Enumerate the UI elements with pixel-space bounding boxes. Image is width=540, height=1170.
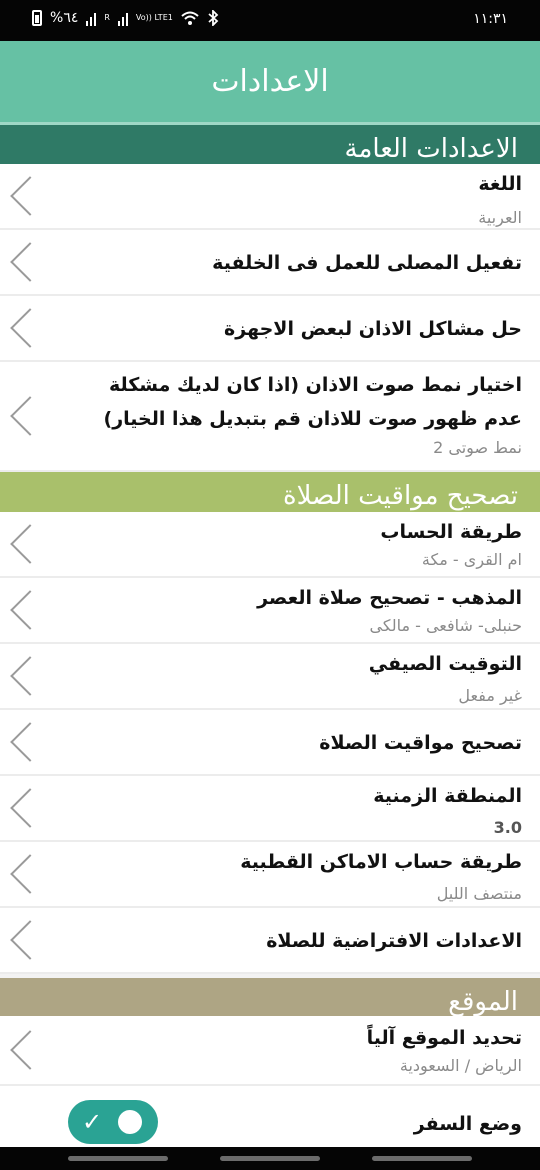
setting-title: الاعدادات الافتراضية للصلاة — [266, 930, 522, 952]
signal-icon — [86, 10, 96, 26]
nav-home-icon[interactable] — [220, 1156, 320, 1161]
chevron-left-icon — [10, 722, 50, 762]
chevron-left-icon — [10, 788, 50, 828]
setting-value: الرياض / السعودية — [399, 1056, 522, 1075]
setting-value: منتصف الليل — [436, 884, 522, 903]
setting-madhab[interactable] — [0, 578, 540, 644]
setting-travel-mode[interactable] — [0, 1086, 540, 1156]
status-bar — [0, 0, 540, 41]
app-bar — [0, 41, 540, 122]
chevron-left-icon — [10, 176, 50, 216]
setting-defaults[interactable] — [0, 908, 540, 974]
wifi-icon — [181, 11, 199, 25]
setting-value: ام القرى - مكة — [421, 550, 522, 569]
setting-title: طريقة حساب الاماكن القطبية — [240, 851, 522, 873]
battery-icon — [32, 10, 42, 26]
setting-dst[interactable] — [0, 644, 540, 710]
setting-title: المنطقة الزمنية — [373, 785, 522, 807]
chevron-left-icon — [10, 242, 50, 282]
setting-language[interactable] — [0, 164, 540, 230]
setting-title: المذهب - تصحيح صلاة العصر — [257, 587, 522, 609]
setting-adhan-issues[interactable] — [0, 296, 540, 362]
check-icon: ✓ — [82, 1108, 103, 1136]
setting-value: حنبلى- شافعى - مالكى — [369, 616, 522, 635]
setting-value: العربية — [478, 208, 522, 227]
setting-prayer-adjust[interactable] — [0, 710, 540, 776]
chevron-left-icon — [10, 656, 50, 696]
battery-level: %٦٤ — [50, 10, 79, 26]
volte-label: Vo)) LTE1 — [135, 13, 173, 22]
setting-title: اللغة — [478, 173, 522, 195]
chevron-left-icon — [10, 920, 50, 960]
setting-title: التوقيت الصيفي — [368, 653, 522, 675]
setting-title: تصحيح مواقيت الصلاة — [319, 732, 522, 754]
section-header-location: الموقع — [0, 974, 540, 1016]
page-title: الاعدادات — [211, 64, 329, 99]
chevron-left-icon — [10, 590, 50, 630]
setting-background[interactable] — [0, 230, 540, 296]
setting-title: وضع السفر — [413, 1113, 522, 1135]
setting-timezone[interactable] — [0, 776, 540, 842]
setting-auto-location[interactable] — [0, 1016, 540, 1086]
setting-polar[interactable] — [0, 842, 540, 908]
setting-value: غير مفعل — [458, 686, 522, 705]
nav-back-icon[interactable] — [372, 1156, 472, 1161]
chevron-left-icon — [10, 308, 50, 348]
clock: ١١:٣١ — [473, 11, 508, 27]
signal-label: R — [104, 13, 110, 22]
setting-title: تفعيل المصلى للعمل فى الخلفية — [212, 252, 522, 274]
bluetooth-icon — [207, 10, 219, 26]
setting-adhan-mode[interactable] — [0, 362, 540, 472]
setting-title: تحديد الموقع آلياً — [366, 1027, 522, 1049]
setting-title: اختيار نمط صوت الاذان (اذا كان لديك مشكلة عدم ظهور صوت للاذان قم بتبديل هذا الخيار) — [103, 374, 522, 430]
navigation-bar — [0, 1147, 540, 1170]
signal-icon — [118, 10, 128, 26]
chevron-left-icon — [10, 396, 50, 436]
travel-mode-toggle[interactable] — [68, 1100, 158, 1144]
section-header-general: الاعدادات العامة — [0, 122, 540, 164]
chevron-left-icon — [10, 854, 50, 894]
setting-value: نمط صوتى 2 — [433, 438, 522, 457]
toggle-knob — [118, 1110, 142, 1134]
chevron-left-icon — [10, 1030, 50, 1070]
settings-list[interactable] — [0, 122, 540, 1156]
nav-recent-icon[interactable] — [68, 1156, 168, 1161]
setting-value: 3.0 — [493, 818, 522, 837]
section-header-prayer-fix: تصحيح مواقيت الصلاة — [0, 472, 540, 512]
setting-title: حل مشاكل الاذان لبعض الاجهزة — [224, 318, 522, 340]
setting-title: طريقة الحساب — [380, 521, 522, 543]
chevron-left-icon — [10, 524, 50, 564]
status-icons — [32, 10, 219, 26]
setting-calc-method[interactable] — [0, 512, 540, 578]
